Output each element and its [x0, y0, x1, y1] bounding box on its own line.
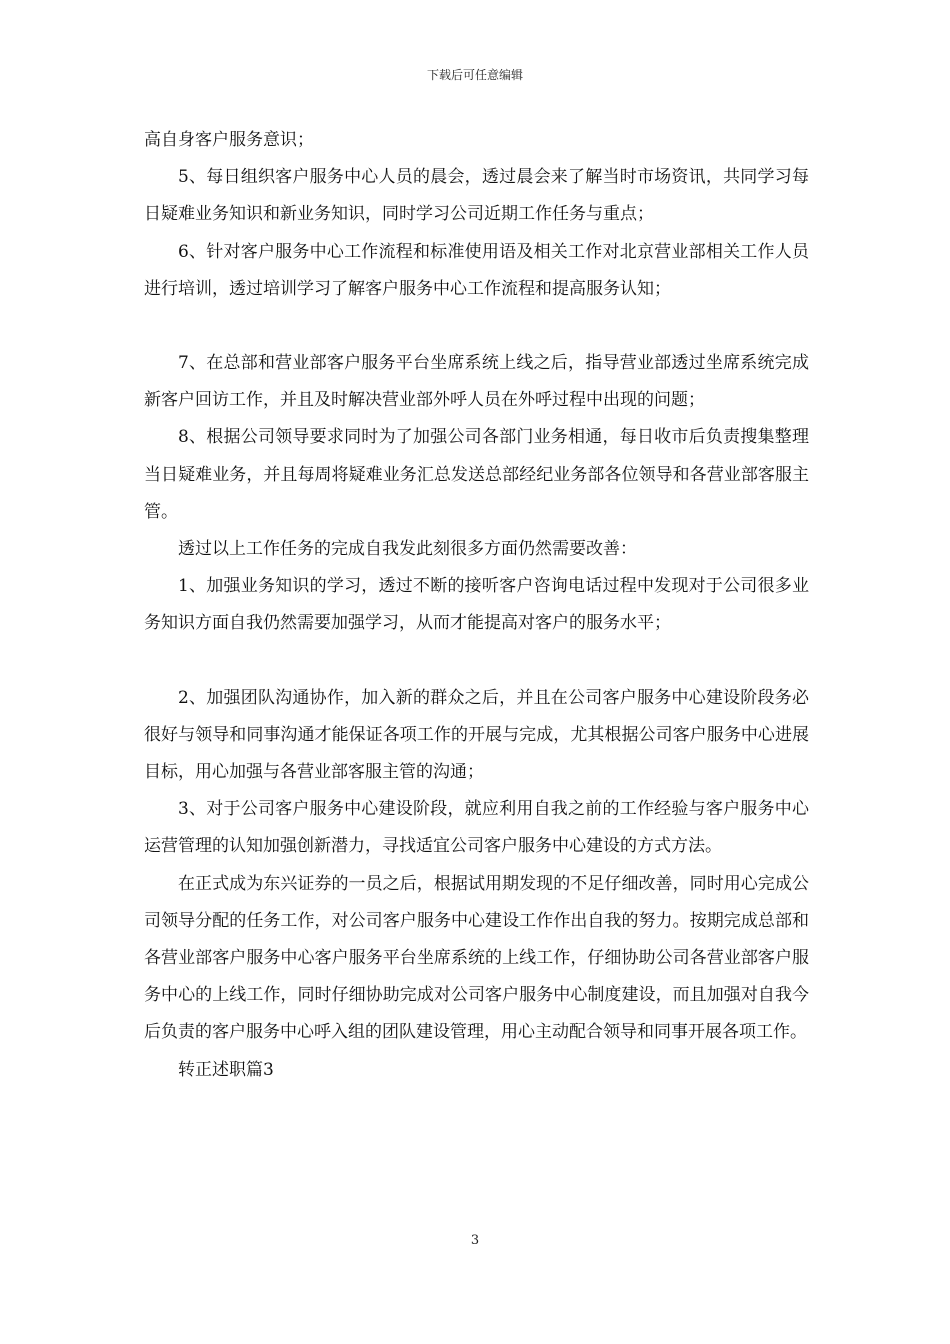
paragraph: 6、针对客户服务中心工作流程和标准使用语及相关工作对北京营业部相关工作人员进行培训，透过培训学习了解客户服务中心工作流程和提高服务认知； [144, 241, 809, 299]
page-number: 3 [470, 1233, 480, 1248]
paragraph: 5、每日组织客户服务中心人员的晨会，透过晨会来了解当时市场资讯，共同学习每日疑难业务知识和新业务知识，同时学习公司近期工作任务与重点； [144, 167, 809, 225]
paragraph: 2、加强团队沟通协作，加入新的群众之后，并且在公司客户服务中心建设阶段务必很好与领导和同事沟通才能保证各项工作的开展与完成，尤其根据公司客户服务中心进展目标，用心加强与各营业部客服主管的沟通； [144, 687, 809, 783]
paragraph: 7、在总部和营业部客户服务平台坐席系统上线之后，指导营业部透过坐席系统完成新客户回访工作，并且及时解决营业部外呼人员在外呼过程中出现的问题； [144, 353, 809, 411]
paragraph: 1、加强业务知识的学习，透过不断的接听客户咨询电话过程中发现对于公司很多业务知识方面自我仍然需要加强学习，从而才能提高对客户的服务水平； [144, 576, 809, 634]
paragraph-spacer [144, 308, 809, 345]
paragraph: 8、根据公司领导要求同时为了加强公司各部门业务相通，每日收市后负责搜集整理当日疑难业务，并且每周将疑难业务汇总发送总部经纪业务部各位领导和各营业部客服主管。 [144, 427, 809, 522]
paragraph: 3、对于公司客户服务中心建设阶段，就应利用自我之前的工作经验与客户服务中心运营管理的认知加强创新潜力，寻找适宜公司客户服务中心建设的方式方法。 [144, 799, 809, 857]
document-body [144, 122, 809, 1089]
paragraph-spacer [144, 643, 809, 680]
paragraph: 透过以上工作任务的完成自我发此刻很多方面仍然需要改善： [178, 539, 637, 560]
paragraph: 高自身客户服务意识； [144, 130, 314, 150]
paragraph: 在正式成为东兴证券的一员之后，根据试用期发现的不足仔细改善，同时用心完成公司领导分配的任务工作，对公司客户服务中心建设工作作出自我的努力。按期完成总部和各营业部客户服务中心客户服务平台坐席系统的上线工作，仔细协助公司各营业部客户服务中心的上线工作，同时仔细协助完成对公司客户服务中心制度建设，而且加强对自我今后负责的客户服务中心呼入组的团队建设管理，用心主动配合领导和同事开展各项工作。 [144, 873, 809, 1043]
paragraph: 转正述职篇3 [178, 1059, 274, 1080]
page-header: 下载后可任意编辑 [426, 68, 523, 82]
